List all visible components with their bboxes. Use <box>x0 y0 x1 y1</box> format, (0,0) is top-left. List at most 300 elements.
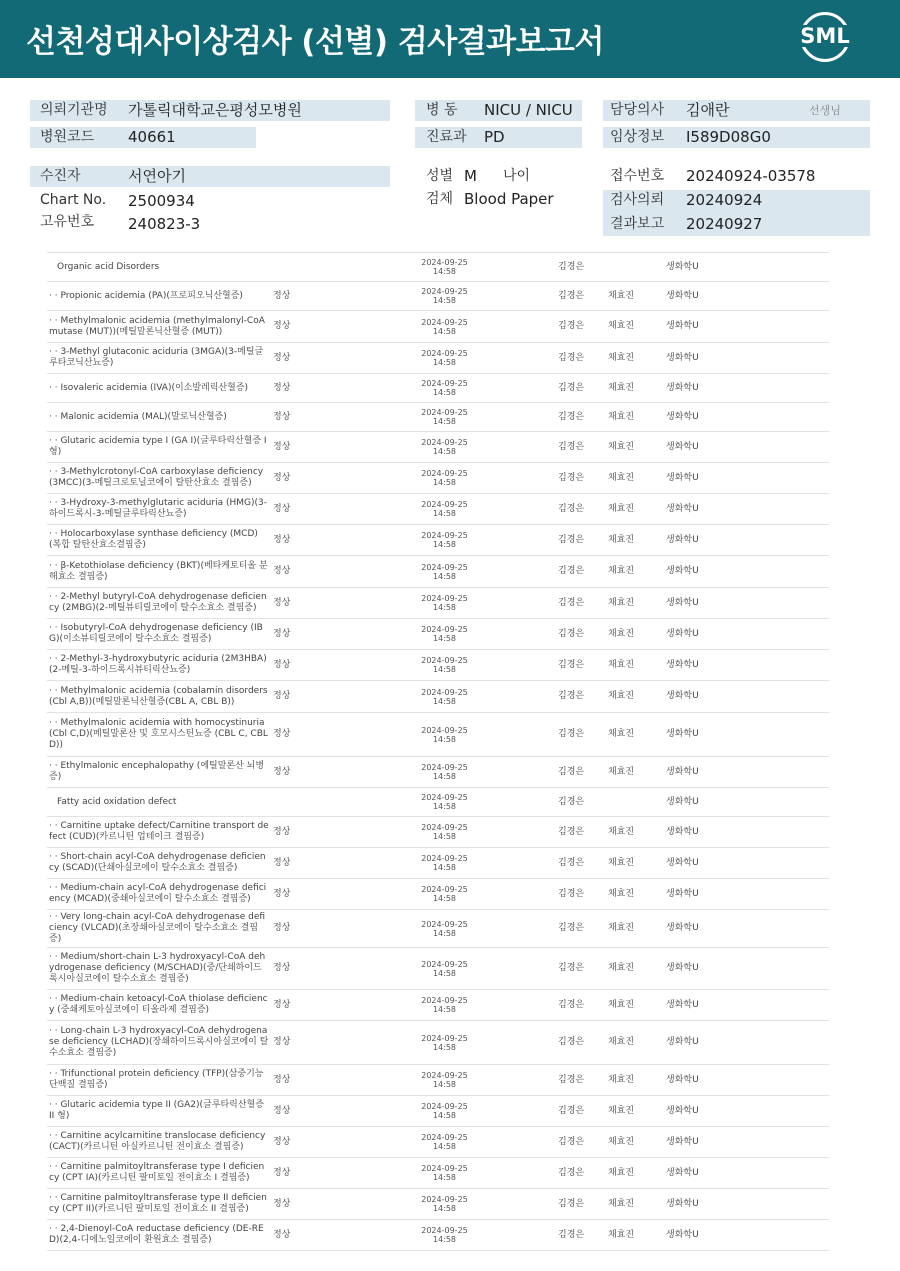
verifier-name: 김경은 <box>556 403 606 432</box>
test-result: 정상 <box>271 990 333 1021</box>
verifier-name: 김경은 <box>556 556 606 588</box>
test-result: 정상 <box>271 650 333 681</box>
verifier-name: 김경은 <box>556 713 606 757</box>
result-time: 14:58 <box>432 509 457 518</box>
verifier-name: 김경은 <box>556 253 606 282</box>
result-datetime <box>333 403 556 432</box>
institution-label: 의뢰기관명 <box>40 102 108 118</box>
lab-section: 생화학U <box>664 374 829 403</box>
result-time: 14:58 <box>432 1142 457 1151</box>
result-date: 2024-09-25 <box>421 725 468 735</box>
verifier-name: 김경은 <box>556 463 606 494</box>
test-result: 정상 <box>271 1065 333 1096</box>
result-date: 2024-09-25 <box>421 379 468 388</box>
result-time: 14:58 <box>432 1005 457 1014</box>
result-datetime <box>333 374 556 403</box>
verifier-name: 김경은 <box>556 1096 606 1127</box>
reporter-name: 채효진 <box>606 282 664 311</box>
table-row <box>47 757 829 788</box>
table-row <box>47 817 829 848</box>
test-result: 정상 <box>271 1158 333 1189</box>
report-label: 결과보고 <box>610 216 665 232</box>
result-time: 14:58 <box>432 772 457 781</box>
result-time: 14:58 <box>432 603 457 612</box>
verifier-name: 김경은 <box>556 757 606 788</box>
result-datetime <box>333 910 556 948</box>
verifier-name: 김경은 <box>556 588 606 619</box>
verifier-name: 김경은 <box>556 948 606 990</box>
reporter-name: 채효진 <box>606 1220 664 1251</box>
result-time: 14:58 <box>432 968 457 978</box>
test-name: · · Malonic acidemia (MAL)(말로닉산혈증) <box>47 403 271 432</box>
table-row <box>47 990 829 1021</box>
lab-section: 생화학U <box>664 1127 829 1158</box>
section-row <box>47 788 829 817</box>
lab-section: 생화학U <box>664 253 829 282</box>
reporter-name: 채효진 <box>606 556 664 588</box>
lab-section: 생화학U <box>664 494 829 525</box>
test-name: · · Very long-chain acyl-CoA dehydrogenase deficiency (VLCAD)(초장쇄아실코에이 탈수소효소 결핍증) <box>47 910 271 948</box>
test-result: 정상 <box>271 910 333 948</box>
result-date: 2024-09-25 <box>421 438 468 447</box>
test-name: · · Medium-chain acyl-CoA dehydrogenase deficiency (MCAD)(중쇄아실코에이 탈수소효소 결핍증) <box>47 879 271 910</box>
result-time: 14:58 <box>432 478 457 487</box>
ward-value: NICU / NICU <box>484 101 573 119</box>
result-datetime <box>333 879 556 910</box>
test-name: · · Methylmalonic acidemia (cobalamin disorders (Cbl A,B))(메틸말론닉산혈증(CBL A, CBL B)) <box>47 681 271 713</box>
test-name: · · 3-Methylcrotonyl-CoA carboxylase deficiency (3MCC)(3-메틸크로토닐코에이 탈탄산효소 결핍증) <box>47 463 271 494</box>
lab-section: 생화학U <box>664 556 829 588</box>
test-name: · · 2-Methyl butyryl-CoA dehydrogenase deficiency (2MBG)(2-메틸뷰티릴코에이 탈수소효소 결핍증) <box>47 588 271 619</box>
result-datetime <box>333 525 556 556</box>
test-result: 정상 <box>271 681 333 713</box>
result-datetime <box>333 757 556 788</box>
result-time: 14:58 <box>432 296 457 305</box>
verifier-name: 김경은 <box>556 1065 606 1096</box>
sex-value: M <box>464 167 477 185</box>
result-time: 14:58 <box>432 326 457 336</box>
test-name: · · 3-Hydroxy-3-methylglutaric aciduria (HMG)(3-하이드록시-3-메틸글루타릭산뇨증) <box>47 494 271 525</box>
sml-logo <box>795 12 855 66</box>
table-row <box>47 556 829 588</box>
result-date: 2024-09-25 <box>421 1133 468 1142</box>
lab-section: 생화학U <box>664 1096 829 1127</box>
reporter-name: 채효진 <box>606 948 664 990</box>
result-time: 14:58 <box>432 894 457 903</box>
result-date: 2024-09-25 <box>421 959 468 969</box>
test-name: Fatty acid oxidation defect <box>47 788 271 817</box>
result-datetime <box>333 788 556 817</box>
result-datetime <box>333 1158 556 1189</box>
verifier-name: 김경은 <box>556 311 606 343</box>
result-datetime <box>333 817 556 848</box>
request-value: 20240924 <box>686 191 763 209</box>
table-row <box>47 1189 829 1220</box>
request-label: 검사의뢰 <box>610 192 665 208</box>
test-result: 정상 <box>271 494 333 525</box>
patient-value: 서연아기 <box>128 167 186 185</box>
result-date: 2024-09-25 <box>421 1195 468 1204</box>
reporter-name: 채효진 <box>606 1189 664 1220</box>
test-result: 정상 <box>271 757 333 788</box>
doctor-value: 김애란 <box>686 101 730 119</box>
test-name: Organic acid Disorders <box>47 253 271 282</box>
result-datetime <box>333 343 556 374</box>
verifier-name: 김경은 <box>556 282 606 311</box>
test-result: 정상 <box>271 374 333 403</box>
test-name: · · Carnitine palmitoyltransferase type II deficiency (CPT II)(카르니틴 팔미토일 전이효소 II 결핍증) <box>47 1189 271 1220</box>
lab-section: 생화학U <box>664 432 829 463</box>
test-result: 정상 <box>271 1021 333 1065</box>
specimen-value: Blood Paper <box>464 190 554 208</box>
verifier-name: 김경은 <box>556 990 606 1021</box>
test-name: · · Isobutyryl-CoA dehydrogenase deficiency (IBG)(이소뷰티릴코에이 탈수소효소 결핍증) <box>47 619 271 650</box>
test-name: · · Methylmalonic acidemia (methylmalonyl-CoA mutase (MUT))(메틸말론닉산혈증 (MUT)) <box>47 311 271 343</box>
table-row <box>47 1158 829 1189</box>
result-time: 14:58 <box>432 802 457 811</box>
lab-section: 생화학U <box>664 1065 829 1096</box>
result-date: 2024-09-25 <box>421 531 468 540</box>
test-name: · · 3-Methyl glutaconic aciduria (3MGA)(3-메틸글루타코닉산뇨증) <box>47 343 271 374</box>
lab-section: 생화학U <box>664 1021 829 1065</box>
result-datetime <box>333 432 556 463</box>
lab-section: 생화학U <box>664 1158 829 1189</box>
result-date: 2024-09-25 <box>421 763 468 772</box>
reporter-name: 채효진 <box>606 619 664 650</box>
lab-section: 생화학U <box>664 463 829 494</box>
result-date: 2024-09-25 <box>421 408 468 417</box>
result-time: 14:58 <box>432 447 457 456</box>
reporter-name: 채효진 <box>606 757 664 788</box>
test-result: 정상 <box>271 403 333 432</box>
reporter-name: 채효진 <box>606 432 664 463</box>
result-date: 2024-09-25 <box>421 317 468 327</box>
result-datetime <box>333 1220 556 1251</box>
result-time: 14:58 <box>432 928 457 938</box>
result-date: 2024-09-25 <box>421 349 468 358</box>
lab-section: 생화학U <box>664 343 829 374</box>
test-result: 정상 <box>271 948 333 990</box>
result-datetime <box>333 713 556 757</box>
logo-text: SML <box>795 25 855 47</box>
test-result: 정상 <box>271 525 333 556</box>
result-date: 2024-09-25 <box>421 562 468 572</box>
clinical-label: 임상정보 <box>610 129 665 145</box>
test-result: 정상 <box>271 1096 333 1127</box>
result-date: 2024-09-25 <box>421 1102 468 1111</box>
verifier-name: 김경은 <box>556 374 606 403</box>
table-row <box>47 619 829 650</box>
test-name: · · Isovaleric acidemia (IVA)(이소발레릭산혈증) <box>47 374 271 403</box>
test-result: 정상 <box>271 463 333 494</box>
test-result: 정상 <box>271 1189 333 1220</box>
test-result: 정상 <box>271 879 333 910</box>
unique-value: 240823-3 <box>128 215 201 233</box>
lab-section: 생화학U <box>664 879 829 910</box>
verifier-name: 김경은 <box>556 879 606 910</box>
verifier-name: 김경은 <box>556 817 606 848</box>
reporter-name: 채효진 <box>606 1021 664 1065</box>
result-datetime <box>333 848 556 879</box>
table-row <box>47 282 829 311</box>
institution-value: 가톨릭대학교은평성모병원 <box>128 101 302 119</box>
table-row <box>47 948 829 990</box>
test-result: 정상 <box>271 588 333 619</box>
test-name: · · Long-chain L-3 hydroxyacyl-CoA dehydrogenase deficiency (LCHAD)(장쇄하이드록시아실코에이 탈수소효소 결핍증) <box>47 1021 271 1065</box>
result-date: 2024-09-25 <box>421 823 468 832</box>
verifier-name: 김경은 <box>556 343 606 374</box>
table-row <box>47 1021 829 1065</box>
result-date: 2024-09-25 <box>421 258 468 267</box>
hospital-code-value: 40661 <box>128 128 176 146</box>
lab-section: 생화학U <box>664 681 829 713</box>
result-date: 2024-09-25 <box>421 1071 468 1080</box>
reporter-name: 채효진 <box>606 990 664 1021</box>
result-date: 2024-09-25 <box>421 996 468 1005</box>
result-time: 14:58 <box>432 665 457 674</box>
reporter-name: 채효진 <box>606 525 664 556</box>
reporter-name: 채효진 <box>606 910 664 948</box>
test-result <box>271 788 333 817</box>
test-result <box>271 253 333 282</box>
verifier-name: 김경은 <box>556 681 606 713</box>
reporter-name: 채효진 <box>606 1065 664 1096</box>
result-date: 2024-09-25 <box>421 687 468 697</box>
lab-section: 생화학U <box>664 990 829 1021</box>
result-datetime <box>333 1096 556 1127</box>
result-datetime <box>333 556 556 588</box>
test-result: 정상 <box>271 1127 333 1158</box>
result-datetime <box>333 948 556 990</box>
verifier-name: 김경은 <box>556 910 606 948</box>
verifier-name: 김경은 <box>556 432 606 463</box>
report-value: 20240927 <box>686 215 763 233</box>
verifier-name: 김경은 <box>556 788 606 817</box>
result-time: 14:58 <box>432 696 457 706</box>
table-row <box>47 343 829 374</box>
receipt-value: 20240924-03578 <box>686 167 816 185</box>
table-row <box>47 403 829 432</box>
test-result: 정상 <box>271 713 333 757</box>
result-time: 14:58 <box>432 832 457 841</box>
test-name: · · Holocarboxylase synthase deficiency (MCD)(복합 탈탄산효소결핍증) <box>47 525 271 556</box>
test-name: · · Glutaric acidemia type I (GA I)(글루타릭산혈증 I 형) <box>47 432 271 463</box>
test-name: · · Glutaric acidemia type II (GA2)(글루타릭산혈증 II 형) <box>47 1096 271 1127</box>
table-row <box>47 525 829 556</box>
lab-section: 생화학U <box>664 403 829 432</box>
result-date: 2024-09-25 <box>421 287 468 296</box>
test-name: · · Methylmalonic acidemia with homocystinuria (Cbl C,D)(메틸말론산 및 호모시스틴뇨증 (CBL C, CBL D)) <box>47 713 271 757</box>
chart-value: 2500934 <box>128 192 195 210</box>
reporter-name: 채효진 <box>606 374 664 403</box>
result-time: 14:58 <box>432 571 457 581</box>
hospital-code-label: 병원코드 <box>40 129 95 145</box>
result-datetime <box>333 588 556 619</box>
table-row <box>47 588 829 619</box>
table-row <box>47 681 829 713</box>
result-datetime <box>333 282 556 311</box>
table-row <box>47 1096 829 1127</box>
result-datetime <box>333 1065 556 1096</box>
table-row <box>47 311 829 343</box>
lab-section: 생화학U <box>664 525 829 556</box>
reporter-name: 채효진 <box>606 879 664 910</box>
result-datetime <box>333 650 556 681</box>
reporter-name <box>606 788 664 817</box>
verifier-name: 김경은 <box>556 619 606 650</box>
result-date: 2024-09-25 <box>421 469 468 478</box>
reporter-name: 채효진 <box>606 494 664 525</box>
table-row <box>47 910 829 948</box>
doctor-label: 담당의사 <box>610 102 665 118</box>
test-name: · · Medium-chain ketoacyl-CoA thiolase deficiency (중쇄케토아실코에이 티올라제 결핍증) <box>47 990 271 1021</box>
lab-section: 생화학U <box>664 588 829 619</box>
test-name: · · Trifunctional protein deficiency (TFP)(삼중기능단백질 결핍증) <box>47 1065 271 1096</box>
result-date: 2024-09-25 <box>421 1164 468 1173</box>
lab-section: 생화학U <box>664 788 829 817</box>
result-time: 14:58 <box>432 540 457 549</box>
result-time: 14:58 <box>432 358 457 367</box>
receipt-label: 접수번호 <box>610 168 665 184</box>
result-time: 14:58 <box>432 863 457 872</box>
lab-section: 생화학U <box>664 848 829 879</box>
dept-value: PD <box>484 128 505 146</box>
result-datetime <box>333 463 556 494</box>
test-name: · · Carnitine uptake defect/Carnitine transport defect (CUD)(카르니틴 업테이크 결핍증) <box>47 817 271 848</box>
result-datetime <box>333 494 556 525</box>
result-datetime <box>333 311 556 343</box>
lab-section: 생화학U <box>664 650 829 681</box>
patient-box <box>30 166 390 187</box>
test-name: · · β-Ketothiolase deficiency (BKT)(베타케토티올 분해효소 결핍증) <box>47 556 271 588</box>
reporter-name: 채효진 <box>606 463 664 494</box>
table-row <box>47 494 829 525</box>
result-time: 14:58 <box>432 734 457 744</box>
test-name: · · Propionic acidemia (PA)(프로피오닉산혈증) <box>47 282 271 311</box>
reporter-name: 채효진 <box>606 713 664 757</box>
result-time: 14:58 <box>432 388 457 397</box>
test-name: · · Medium/short-chain L-3 hydroxyacyl-CoA dehydrogenase deficiency (M/SCHAD)(중/단쇄하이드록시아실코에이 탈수소효소 결핍증) <box>47 948 271 990</box>
report-header <box>0 0 900 78</box>
result-time: 14:58 <box>432 267 457 276</box>
lab-section: 생화학U <box>664 311 829 343</box>
table-row <box>47 1065 829 1096</box>
reporter-name: 채효진 <box>606 403 664 432</box>
result-time: 14:58 <box>432 417 457 426</box>
result-date: 2024-09-25 <box>421 625 468 634</box>
result-datetime <box>333 1021 556 1065</box>
test-result: 정상 <box>271 848 333 879</box>
unique-label: 고유번호 <box>40 214 95 230</box>
result-date: 2024-09-25 <box>421 1226 468 1235</box>
result-date: 2024-09-25 <box>421 854 468 863</box>
test-name: · · Short-chain acyl-CoA dehydrogenase deficiency (SCAD)(단쇄아실코에이 탈수소효소 결핍증) <box>47 848 271 879</box>
reporter-name: 채효진 <box>606 848 664 879</box>
reporter-name <box>606 253 664 282</box>
lab-section: 생화학U <box>664 948 829 990</box>
lab-section: 생화학U <box>664 1189 829 1220</box>
test-result: 정상 <box>271 1220 333 1251</box>
table-row <box>47 432 829 463</box>
reporter-name: 채효진 <box>606 588 664 619</box>
test-result: 정상 <box>271 343 333 374</box>
table-row <box>47 463 829 494</box>
verifier-name: 김경은 <box>556 848 606 879</box>
reporter-name: 채효진 <box>606 650 664 681</box>
ward-label: 병 동 <box>426 102 458 118</box>
test-result: 정상 <box>271 282 333 311</box>
result-time: 14:58 <box>432 1042 457 1052</box>
reporter-name: 채효진 <box>606 1158 664 1189</box>
result-datetime <box>333 253 556 282</box>
verifier-name: 김경은 <box>556 1220 606 1251</box>
test-result: 정상 <box>271 619 333 650</box>
result-date: 2024-09-25 <box>421 1033 468 1043</box>
result-time: 14:58 <box>432 634 457 643</box>
clinical-value: I589D08G0 <box>686 128 771 146</box>
patient-label: 수진자 <box>40 168 81 184</box>
result-date: 2024-09-25 <box>421 656 468 665</box>
test-result: 정상 <box>271 311 333 343</box>
result-datetime <box>333 619 556 650</box>
result-date: 2024-09-25 <box>421 793 468 802</box>
test-name: · · Ethylmalonic encephalopathy (에틸말론산 뇌병증) <box>47 757 271 788</box>
chart-label: Chart No. <box>40 192 107 208</box>
table-row <box>47 1220 829 1251</box>
verifier-name: 김경은 <box>556 525 606 556</box>
result-time: 14:58 <box>432 1235 457 1244</box>
test-result: 정상 <box>271 817 333 848</box>
result-date: 2024-09-25 <box>421 594 468 603</box>
test-result: 정상 <box>271 556 333 588</box>
lab-section: 생화학U <box>664 713 829 757</box>
reporter-name: 채효진 <box>606 1096 664 1127</box>
results-table-body <box>47 253 829 1251</box>
verifier-name: 김경은 <box>556 494 606 525</box>
table-row <box>47 879 829 910</box>
verifier-name: 김경은 <box>556 1189 606 1220</box>
lab-section: 생화학U <box>664 817 829 848</box>
sex-label: 성별 <box>426 168 454 184</box>
verifier-name: 김경은 <box>556 1158 606 1189</box>
report-title: 선천성대사이상검사 (선별) 검사결과보고서 <box>26 24 604 60</box>
verifier-name: 김경은 <box>556 1127 606 1158</box>
reporter-name: 채효진 <box>606 343 664 374</box>
dept-label: 진료과 <box>426 129 467 145</box>
reporter-name: 채효진 <box>606 311 664 343</box>
result-date: 2024-09-25 <box>421 500 468 509</box>
lab-section: 생화학U <box>664 910 829 948</box>
reporter-name: 채효진 <box>606 681 664 713</box>
specimen-label: 검체 <box>426 191 454 207</box>
result-time: 14:58 <box>432 1204 457 1213</box>
result-time: 14:58 <box>432 1173 457 1182</box>
result-time: 14:58 <box>432 1080 457 1089</box>
test-result: 정상 <box>271 432 333 463</box>
result-datetime <box>333 990 556 1021</box>
lab-section: 생화학U <box>664 619 829 650</box>
test-name: · · 2-Methyl-3-hydroxybutyric aciduria (2M3HBA)(2-메틸-3-하이드록시뷰티릭산뇨증) <box>47 650 271 681</box>
test-name: · · 2,4-Dienoyl-CoA reductase deficiency (DE-RED)(2,4-디에노일코에이 환원효소 결핍증) <box>47 1220 271 1251</box>
reporter-name: 채효진 <box>606 1127 664 1158</box>
lab-section: 생화학U <box>664 1220 829 1251</box>
verifier-name: 김경은 <box>556 1021 606 1065</box>
result-datetime <box>333 681 556 713</box>
table-row <box>47 713 829 757</box>
table-row <box>47 650 829 681</box>
lab-section: 생화학U <box>664 282 829 311</box>
test-name: · · Carnitine palmitoyltransferase type I deficiency (CPT IA)(카르니틴 팔미토일 전이효소 I 결핍증) <box>47 1158 271 1189</box>
